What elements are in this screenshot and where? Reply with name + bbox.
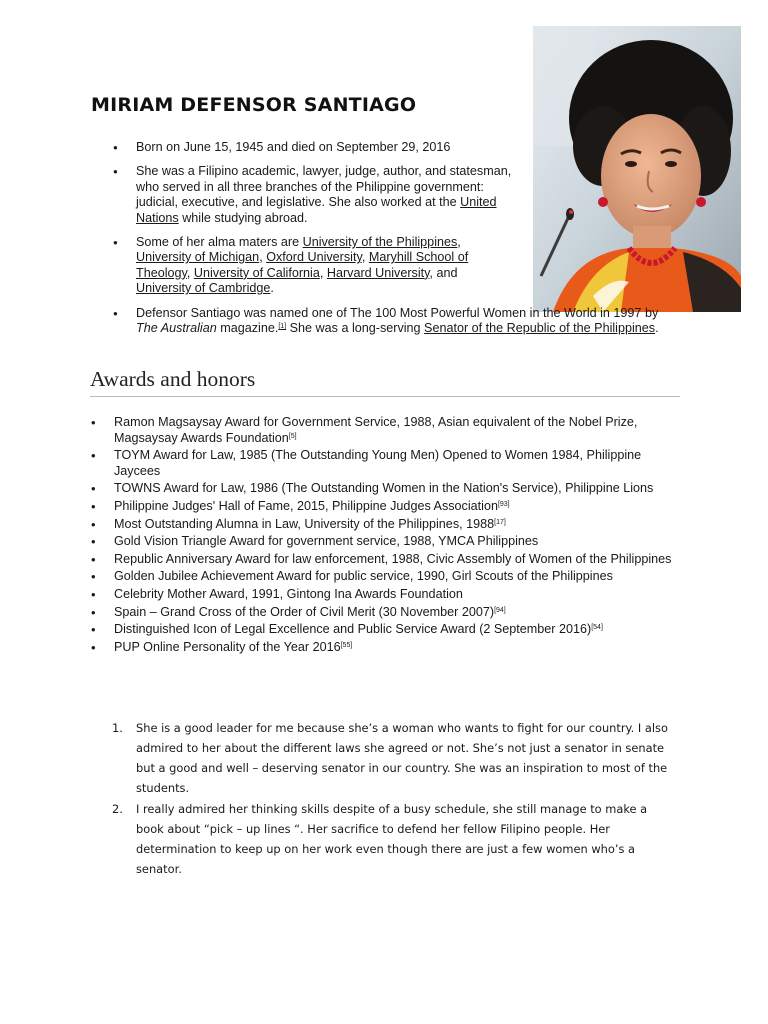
award-text: Philippine Judges' Hall of Fame, 2015, Philippine Judges Association	[114, 498, 498, 513]
award-item	[90, 552, 680, 568]
opinions-list	[112, 718, 677, 879]
awards-heading: Awards and honors	[90, 367, 256, 391]
bio-item-born	[113, 140, 516, 155]
link-california[interactable]: University of California	[193, 265, 320, 280]
link-up[interactable]: University of the Philippines	[302, 235, 458, 250]
award-text: TOYM Award for Law, 1985 (The Outstanding Young Men) Opened to Women 1984, Philippine Jaycees	[114, 448, 642, 478]
bio-item-career	[113, 164, 516, 226]
award-item	[90, 481, 680, 497]
award-ref: [5]	[288, 432, 297, 440]
award-text: PUP Online Personality of the Year 2016	[114, 639, 341, 654]
opinion-item	[112, 718, 677, 798]
bio-list	[113, 140, 678, 345]
link-harvard[interactable]: Harvard University	[326, 265, 430, 280]
award-text: Ramon Magsaysay Award for Government Service, 1988, Asian equivalent of the Nobel Prize, Magsaysay Awards Foundation	[114, 415, 638, 445]
award-text: Golden Jubilee Achievement Award for public service, 1990, Girl Scouts of the Philippines	[114, 569, 613, 584]
bio-top100-tail: She was a long-serving	[286, 321, 425, 336]
award-item	[90, 415, 680, 446]
page-title: MIRIAM DEFENSOR SANTIAGO	[91, 94, 417, 116]
bio-career-tail: while studying abroad.	[178, 210, 308, 225]
award-item	[90, 517, 680, 533]
separator: , and	[429, 265, 458, 280]
award-text: Gold Vision Triangle Award for government service, 1988, YMCA Philippines	[114, 534, 539, 549]
link-senator[interactable]: Senator of the Republic of the Philippines	[424, 321, 656, 336]
award-ref: [93]	[497, 500, 510, 508]
awards-list	[90, 415, 680, 657]
opinion-number: 1.	[112, 721, 123, 735]
award-text: Spain – Grand Cross of the Order of Civil Merit (30 November 2007)	[114, 604, 495, 619]
award-ref: [17]	[494, 518, 506, 526]
award-text: Distinguished Icon of Legal Excellence and Public Service Award (2 September 2016)	[114, 622, 592, 637]
award-text: TOWNS Award for Law, 1986 (The Outstanding Women in the Nation's Service), Philippine Lions	[114, 481, 654, 496]
bio-career-text: She was a Filipino academic, lawyer, judge, author, and statesman, who served in all three branches of the Philippine government: judicial, executive, and legislative. She also worked at the	[136, 164, 512, 210]
bio-top100-mid: magazine.	[216, 321, 279, 336]
period: .	[270, 281, 274, 296]
link-michigan[interactable]: University of Michigan	[136, 250, 260, 265]
separator: ,	[259, 250, 267, 265]
heading-rule	[90, 396, 680, 397]
bio-item-alma-maters	[113, 235, 516, 297]
award-item	[90, 569, 680, 585]
award-item	[90, 587, 680, 603]
opinion-text: She is a good leader for me because she’s a woman who wants to fight for our country. I also admired to her about the different laws she agreed or not. She’s not just a senator in senate but a good and well – deserving senator in our country. She was an inspiration to most of the students.	[136, 721, 668, 795]
award-ref: [55]	[340, 641, 353, 649]
separator: ,	[457, 235, 461, 250]
award-item	[90, 448, 680, 479]
bio-top100-publication: The Australian	[136, 321, 217, 336]
award-ref: [54]	[591, 624, 603, 632]
link-cambridge[interactable]: University of Cambridge	[136, 281, 271, 296]
award-item	[90, 640, 680, 656]
link-united-nations[interactable]: United Nations	[136, 195, 497, 225]
bio-born-text: Born on June 15, 1945 and died on September 29, 2016	[136, 140, 451, 154]
link-oxford[interactable]: Oxford University	[266, 250, 362, 265]
separator: ,	[361, 250, 369, 265]
opinion-item	[112, 799, 677, 879]
period: .	[655, 321, 659, 336]
separator: ,	[186, 265, 194, 280]
opinion-text: I really admired her thinking skills despite of a busy schedule, she still manage to make a book about “pick – up lines “. Her sacrifice to defend her fellow Filipino people. Her determination to keep up on her work even though there are just a few women who’s a senator.	[136, 802, 648, 876]
award-text: Republic Anniversary Award for law enforcement, 1988, Civic Assembly of Women of the Philippines	[114, 551, 672, 566]
link-maryhill[interactable]: Maryhill School of Theology	[136, 250, 469, 280]
citation-link[interactable]: [1]	[278, 323, 287, 331]
bio-top100-text: Defensor Santiago was named one of The 100 Most Powerful Women in the World in 1997 by	[136, 305, 659, 320]
award-text: Celebrity Mother Award, 1991, Gintong Ina Awards Foundation	[114, 586, 463, 601]
separator: ,	[319, 265, 327, 280]
award-item	[90, 622, 680, 638]
opinion-number: 2.	[112, 802, 123, 816]
award-item	[90, 534, 680, 550]
award-item	[90, 605, 680, 621]
award-item	[90, 499, 680, 515]
award-ref: [94]	[494, 606, 506, 614]
award-text: Most Outstanding Alumna in Law, University of the Philippines, 1988	[114, 516, 495, 531]
bio-alma-intro: Some of her alma maters are	[136, 235, 303, 250]
bio-item-top100	[113, 306, 678, 337]
